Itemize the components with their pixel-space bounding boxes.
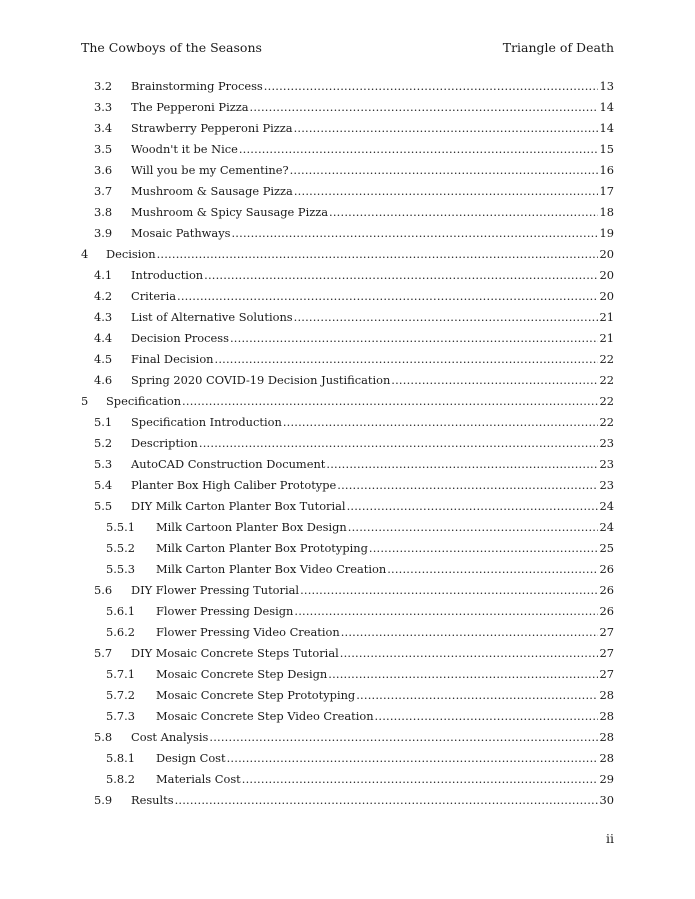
toc-entry[interactable] — [81, 184, 614, 205]
toc-entry[interactable] — [81, 394, 614, 415]
toc-entry[interactable] — [81, 541, 614, 562]
toc-entry-title[interactable]: Mosaic Concrete Step Video Creation — [156, 709, 374, 723]
toc-entry-title[interactable]: Description — [131, 436, 198, 450]
toc-entry-number: 3.7 — [94, 184, 113, 198]
toc-entry[interactable] — [81, 373, 614, 394]
toc-entry-number: 5.2 — [94, 436, 113, 450]
toc-entry-number: 5 — [81, 394, 89, 408]
toc-entry-page: 24 — [599, 499, 614, 513]
toc-entry-title[interactable]: DIY Flower Pressing Tutorial — [131, 583, 300, 597]
toc-entry-title[interactable]: Mosaic Pathways — [131, 226, 231, 240]
toc-dot-leader — [369, 541, 598, 555]
toc-entry-number: 3.4 — [94, 121, 113, 135]
toc-entry-title[interactable]: Introduction — [131, 268, 204, 282]
toc-entry-number: 3.2 — [94, 79, 113, 93]
toc-entry[interactable] — [81, 730, 614, 751]
toc-dot-leader — [177, 289, 597, 303]
toc-entry-page: 20 — [599, 247, 614, 261]
toc-entry[interactable] — [81, 79, 614, 100]
toc-dot-leader — [294, 121, 598, 135]
toc-entry-number: 5.7.1 — [106, 667, 135, 681]
toc-entry-number: 4.1 — [94, 268, 113, 282]
toc-entry-page: 26 — [599, 604, 614, 618]
toc-entry-page: 27 — [599, 646, 614, 660]
toc-entry[interactable] — [81, 688, 614, 709]
toc-entry[interactable] — [81, 772, 614, 793]
toc-entry-number: 4 — [81, 247, 89, 261]
toc-dot-leader — [294, 184, 598, 198]
toc-entry[interactable] — [81, 478, 614, 499]
toc-dot-leader — [347, 499, 598, 513]
toc-dot-leader — [340, 646, 598, 660]
toc-entry-title[interactable]: Strawberry Pepperoni Pizza — [131, 121, 293, 135]
toc-dot-leader — [182, 394, 597, 408]
toc-entry-page: 27 — [599, 667, 614, 681]
toc-dot-leader — [329, 205, 597, 219]
toc-entry-title[interactable]: Design Cost — [156, 751, 226, 765]
toc-entry-title[interactable]: Woodn't it be Nice — [131, 142, 238, 156]
toc-entry[interactable] — [81, 793, 614, 814]
toc-entry-title[interactable]: Materials Cost — [156, 772, 241, 786]
toc-entry-number: 5.5.2 — [106, 541, 135, 555]
toc-dot-leader — [326, 457, 597, 471]
toc-entry[interactable] — [81, 499, 614, 520]
toc-entry-page: 28 — [599, 688, 614, 702]
toc-entry[interactable] — [81, 268, 614, 289]
toc-entry-page: 28 — [599, 730, 614, 744]
toc-entry-title[interactable]: Flower Pressing Design — [156, 604, 294, 618]
toc-entry[interactable] — [81, 142, 614, 163]
toc-entry[interactable] — [81, 604, 614, 625]
toc-entry-number: 5.3 — [94, 457, 113, 471]
toc-entry-number: 4.5 — [94, 352, 113, 366]
toc-dot-leader — [341, 625, 598, 639]
toc-entry-title[interactable]: Decision Process — [131, 331, 229, 345]
toc-dot-leader — [328, 667, 597, 681]
toc-entry-page: 29 — [599, 772, 614, 786]
toc-entry-number: 5.7.3 — [106, 709, 135, 723]
toc-entry-title[interactable]: Decision — [106, 247, 156, 261]
toc-entry[interactable] — [81, 415, 614, 436]
table-of-contents — [81, 79, 614, 814]
toc-dot-leader — [239, 142, 598, 156]
toc-entry-page: 22 — [599, 352, 614, 366]
toc-entry[interactable] — [81, 436, 614, 457]
toc-entry-title[interactable]: Flower Pressing Video Creation — [156, 625, 340, 639]
toc-entry[interactable] — [81, 646, 614, 667]
toc-entry-page: 23 — [599, 457, 614, 471]
toc-entry-title[interactable]: Mushroom & Spicy Sausage Pizza — [131, 205, 329, 219]
toc-entry-page: 20 — [599, 268, 614, 282]
toc-entry[interactable] — [81, 457, 614, 478]
toc-entry[interactable] — [81, 625, 614, 646]
toc-entry-title[interactable]: Milk Carton Planter Box Prototyping — [156, 541, 368, 555]
toc-entry-number: 5.7.2 — [106, 688, 135, 702]
toc-entry-number: 5.1 — [94, 415, 113, 429]
toc-entry[interactable] — [81, 121, 614, 142]
toc-entry-title[interactable]: DIY Milk Carton Planter Box Tutorial — [131, 499, 346, 513]
toc-dot-leader — [227, 751, 598, 765]
toc-dot-leader — [391, 373, 597, 387]
toc-entry[interactable] — [81, 163, 614, 184]
toc-entry-title[interactable]: The Pepperoni Pizza — [131, 100, 249, 114]
toc-entry[interactable] — [81, 310, 614, 331]
toc-entry-number: 5.8 — [94, 730, 113, 744]
toc-entry-title[interactable]: Mushroom & Sausage Pizza — [131, 184, 293, 198]
toc-entry-page: 21 — [599, 331, 614, 345]
toc-entry-page: 14 — [599, 100, 614, 114]
toc-entry-number: 5.5.3 — [106, 562, 135, 576]
toc-entry-number: 3.5 — [94, 142, 113, 156]
toc-dot-leader — [348, 520, 598, 534]
toc-entry-title[interactable]: Will you be my Cementine? — [131, 163, 289, 177]
toc-entry[interactable] — [81, 751, 614, 772]
toc-dot-leader — [242, 772, 598, 786]
toc-entry[interactable] — [81, 583, 614, 604]
toc-entry-page: 21 — [599, 310, 614, 324]
toc-entry[interactable] — [81, 289, 614, 310]
toc-entry-number: 5.4 — [94, 478, 113, 492]
toc-entry-page: 26 — [599, 562, 614, 576]
toc-entry-title[interactable]: Planter Box High Caliber Prototype — [131, 478, 337, 492]
toc-entry-title[interactable]: Specification — [106, 394, 182, 408]
toc-entry-page: 22 — [599, 373, 614, 387]
page-header — [81, 40, 614, 58]
toc-dot-leader — [250, 100, 598, 114]
toc-entry-number: 4.3 — [94, 310, 113, 324]
toc-entry-number: 3.3 — [94, 100, 113, 114]
toc-entry-title[interactable]: AutoCAD Construction Document — [131, 457, 326, 471]
toc-dot-leader — [231, 226, 597, 240]
toc-entry-page: 30 — [599, 793, 614, 807]
toc-entry-title[interactable]: DIY Mosaic Concrete Steps Tutorial — [131, 646, 339, 660]
toc-entry-page: 17 — [599, 184, 614, 198]
toc-dot-leader — [356, 688, 597, 702]
toc-dot-leader — [300, 583, 597, 597]
toc-entry-title[interactable]: Mosaic Concrete Step Prototyping — [156, 688, 356, 702]
toc-entry-page: 28 — [599, 709, 614, 723]
toc-entry[interactable] — [81, 205, 614, 226]
toc-entry-title[interactable]: Milk Cartoon Planter Box Design — [156, 520, 347, 534]
toc-entry-page: 16 — [599, 163, 614, 177]
toc-entry[interactable] — [81, 331, 614, 352]
toc-entry-page: 20 — [599, 289, 614, 303]
toc-entry-page: 22 — [599, 415, 614, 429]
toc-entry-title[interactable]: Cost Analysis — [131, 730, 209, 744]
toc-dot-leader — [157, 247, 598, 261]
toc-entry-number: 4.6 — [94, 373, 113, 387]
toc-entry-number: 5.5.1 — [106, 520, 135, 534]
toc-dot-leader — [264, 79, 598, 93]
page-number: ii — [606, 831, 614, 846]
toc-entry-title[interactable]: Milk Carton Planter Box Video Creation — [156, 562, 387, 576]
toc-entry-title[interactable]: List of Alternative Solutions — [131, 310, 293, 324]
toc-entry-page: 23 — [599, 478, 614, 492]
header-left-title: The Cowboys of the Seasons — [81, 40, 262, 55]
toc-dot-leader — [209, 730, 597, 744]
toc-entry-title[interactable]: Criteria — [131, 289, 177, 303]
toc-entry-page: 26 — [599, 583, 614, 597]
toc-entry[interactable] — [81, 100, 614, 121]
toc-entry-number: 3.9 — [94, 226, 113, 240]
toc-entry[interactable] — [81, 520, 614, 541]
toc-dot-leader — [290, 163, 598, 177]
toc-entry-number: 5.6.1 — [106, 604, 135, 618]
toc-entry[interactable] — [81, 352, 614, 373]
toc-entry-title[interactable]: Mosaic Concrete Step Design — [156, 667, 328, 681]
toc-entry-number: 5.7 — [94, 646, 113, 660]
toc-dot-leader — [175, 793, 598, 807]
toc-dot-leader — [294, 604, 597, 618]
toc-entry-number: 5.5 — [94, 499, 113, 513]
toc-entry[interactable] — [81, 226, 614, 247]
toc-entry-title[interactable]: Final Decision — [131, 352, 214, 366]
toc-entry-number: 5.6 — [94, 583, 113, 597]
toc-entry-page: 22 — [599, 394, 614, 408]
toc-entry-title[interactable]: Brainstorming Process — [131, 79, 263, 93]
toc-entry-page: 14 — [599, 121, 614, 135]
toc-entry-number: 3.8 — [94, 205, 113, 219]
toc-entry-number: 5.8.1 — [106, 751, 135, 765]
toc-entry[interactable] — [81, 247, 614, 268]
toc-dot-leader — [387, 562, 597, 576]
toc-entry-number: 5.8.2 — [106, 772, 135, 786]
toc-dot-leader — [375, 709, 598, 723]
toc-dot-leader — [337, 478, 597, 492]
toc-dot-leader — [230, 331, 598, 345]
toc-dot-leader — [294, 310, 598, 324]
toc-entry-title[interactable]: Specification Introduction — [131, 415, 282, 429]
toc-dot-leader — [283, 415, 598, 429]
header-right-title: Triangle of Death — [502, 40, 614, 55]
toc-dot-leader — [215, 352, 598, 366]
toc-entry-page: 25 — [599, 541, 614, 555]
toc-entry-number: 4.4 — [94, 331, 113, 345]
toc-entry-number: 5.6.2 — [106, 625, 135, 639]
toc-entry-page: 27 — [599, 625, 614, 639]
toc-entry-page: 28 — [599, 751, 614, 765]
toc-entry-page: 24 — [599, 520, 614, 534]
toc-dot-leader — [199, 436, 598, 450]
toc-entry-page: 18 — [599, 205, 614, 219]
toc-entry-title[interactable]: Results — [131, 793, 174, 807]
toc-entry-number: 5.9 — [94, 793, 113, 807]
toc-entry-title[interactable]: Spring 2020 COVID-19 Decision Justification — [131, 373, 391, 387]
toc-entry-number: 4.2 — [94, 289, 113, 303]
toc-entry[interactable] — [81, 709, 614, 730]
toc-entry[interactable] — [81, 562, 614, 583]
toc-entry[interactable] — [81, 667, 614, 688]
toc-entry-page: 19 — [599, 226, 614, 240]
toc-entry-page: 13 — [599, 79, 614, 93]
toc-entry-page: 15 — [599, 142, 614, 156]
toc-entry-page: 23 — [599, 436, 614, 450]
toc-entry-number: 3.6 — [94, 163, 113, 177]
toc-dot-leader — [204, 268, 597, 282]
